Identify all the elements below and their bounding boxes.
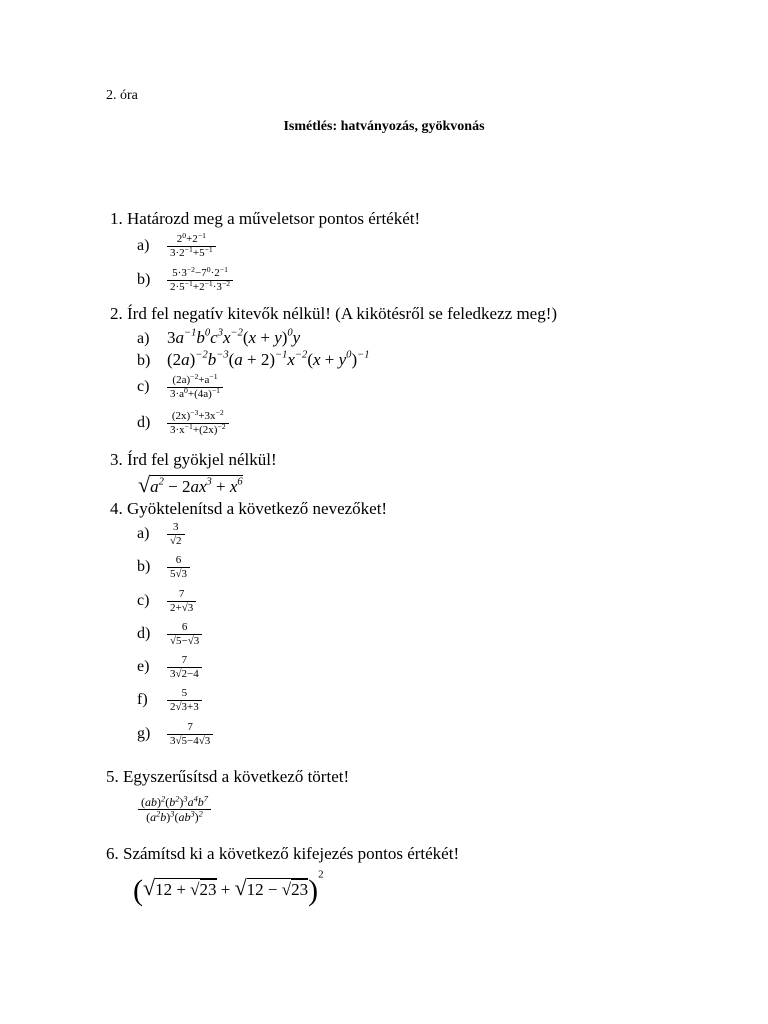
task-4f (137, 688, 202, 713)
task-1a-label: a) (137, 237, 150, 255)
task-4b-fraction: $\frac{6}{5√3}$ (167, 555, 190, 580)
task-1a-fraction: $\frac{2^0+2^{-1}}{3\cdot 2^{-1}+5^{-1}}$ (167, 234, 216, 259)
task-6-expression: $(√12 + √23 + √12 - √23)^2$ (133, 868, 324, 907)
task-2a-expression: $3a^{-1}b^0c^3x^{-2}(x + y)^0y$ (167, 327, 301, 347)
task-4g-label: g) (137, 725, 151, 743)
task-2c-fraction: $\frac{(2a)^{-2}+a^{-1}}{3\cdot a^0+(4a)^{-1}}$ (167, 375, 223, 400)
task-4d (137, 622, 202, 647)
page-title: Ismétlés: hatványozás, gyökvonás (283, 119, 485, 134)
task-1b-fraction: $\frac{5\cdot 3^{-2}-7^0\cdot 2^{-1}}{2\cdot 5^{-1}+2^{-1}\cdot 3^{-2}}$ (167, 268, 233, 293)
task-4b (137, 555, 190, 580)
task-2b-label: b) (137, 352, 151, 369)
task-4e-fraction: $\frac{7}{3√2-4}$ (167, 655, 202, 680)
task-2-heading: 2. Írd fel negatív kitevők nélkül! (A kikötésről se feledkezz meg!) (110, 304, 558, 323)
task-3-heading: 3. Írd fel gyökjel nélkül! (110, 450, 277, 469)
task-4f-label: f) (137, 691, 148, 709)
task-1a (137, 230, 216, 259)
task-1b-label: b) (137, 271, 151, 289)
task-2c (137, 371, 223, 400)
task-4b-label: b) (137, 558, 151, 576)
task-2a-label: a) (137, 330, 150, 347)
task-4d-fraction: $\frac{6}{√5-√3}$ (167, 622, 202, 647)
task-4f-fraction: $\frac{5}{2√3+3}$ (167, 688, 202, 713)
task-2d-label: d) (137, 414, 151, 432)
task-5-expression (138, 796, 211, 823)
task-1b (137, 264, 233, 293)
task-2b (137, 350, 369, 370)
task-4d-label: d) (137, 625, 151, 643)
task-2b-expression: $(2a)^{-2}b^{-3}(a + 2)^{-1}x^{-2}(x + y^0)^{-1}$ (167, 349, 370, 369)
task-4c (137, 589, 196, 614)
task-4a-fraction: $\frac{3}{√2}$ (167, 522, 185, 547)
task-2a (137, 328, 300, 348)
task-3-expression: $√a^2 - 2ax^3 + x^6$ (138, 472, 243, 497)
task-4g-fraction: $\frac{7}{3√5-4√3}$ (167, 722, 213, 747)
task-4g (137, 722, 213, 747)
task-4c-fraction: $\frac{7}{2+√3}$ (167, 589, 196, 614)
task-5-heading: 5. Egyszerűsítsd a következő törtet! (106, 767, 350, 786)
task-4-heading: 4. Gyöktelenítsd a következő nevezőket! (110, 499, 388, 518)
task-1-heading: 1. Határozd meg a műveletsor pontos értékét! (110, 209, 421, 228)
task-2d-fraction: $\frac{(2x)^{-3}+3x^{-2}}{3\cdot x^{-1}+(2x)^{-2}}$ (167, 411, 229, 436)
task-4e (137, 655, 202, 680)
task-6-heading: 6. Számítsd ki a következő kifejezés pontos értékét! (106, 844, 460, 863)
task-2c-label: c) (137, 378, 150, 396)
task-2d (137, 407, 229, 436)
lesson-number: 2. óra (106, 88, 138, 103)
task-4a-label: a) (137, 525, 150, 543)
task-4c-label: c) (137, 592, 150, 610)
task-4e-label: e) (137, 658, 150, 676)
task-4a (137, 522, 185, 547)
task-5-fraction: $\frac{(ab)^2(b^2)^3a^4b^7}{(a^2b)^3(ab^3)^2}$ (138, 796, 211, 823)
